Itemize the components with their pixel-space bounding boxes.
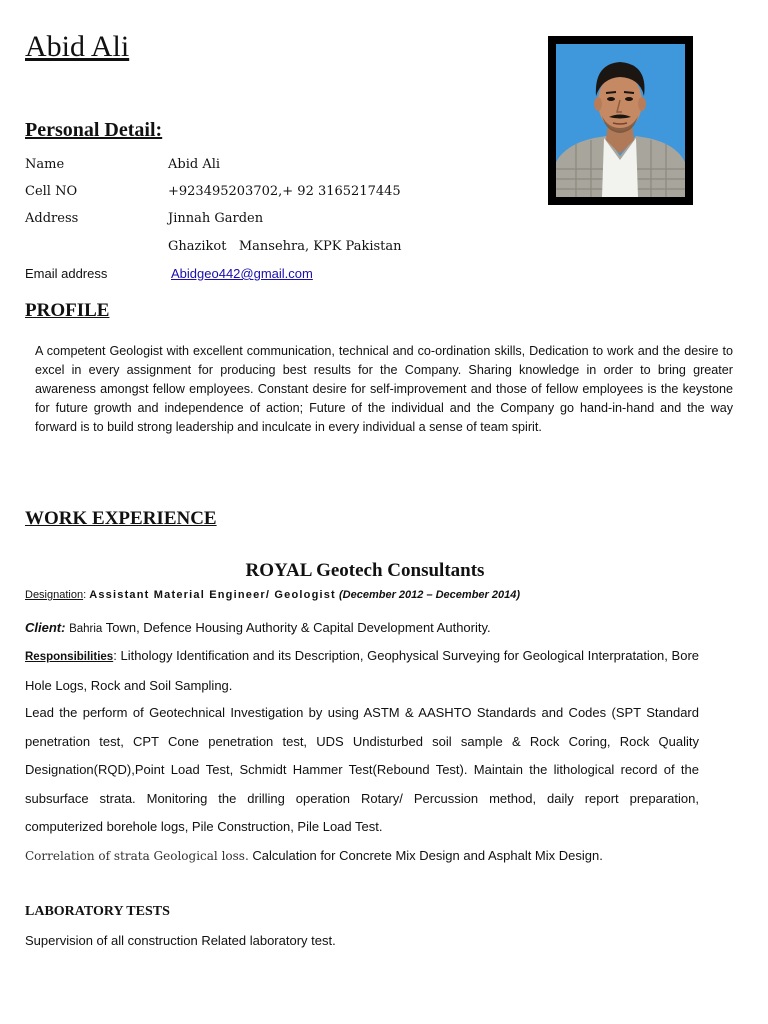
client-first-word: Bahria [69,623,103,635]
name-label: Name [25,157,65,172]
responsibilities-text: Lithology Identification and its Description, Geophysical Surveying for Geological Interpratation, Bore Hole Logs, Rock and Soil Sampling. [25,648,700,693]
name-value: Abid Ali [168,157,221,172]
correlation-serif-text: Correlation of strata Geological loss. [25,849,249,863]
correlation-rest-text: Calculation for Concrete Mix Design and Asphalt Mix Design. [252,848,603,863]
laboratory-tests-text: Supervision of all construction Related laboratory test. [25,933,336,948]
responsibilities-label: Responsibilities [25,651,114,663]
client-label: Client: [25,620,66,635]
designation-label: Designation [25,589,84,601]
profile-paragraph: A competent Geologist with excellent communication, technical and co-ordination skills, Dedication to work and the desire to excel in every assignment for producing best results for the Company. Sharing knowledge in order to bring greater awareness amongst fellow employees. Constant desire for self-improvement and those of fellow employees is the keystone for future growth and independence of action; Future of the individual and the Company go hand-in-hand and the way forward is to build strong leadership and inculcate in every individual a sense of team spirit. [35,344,733,434]
candidate-name: Abid Ali [25,30,130,63]
responsibilities-block: Responsibilities: Lithology Identification and its Description, Geophysical Surveying for Geological Interpratation, Bore Hole Logs, Rock and Soil Sampling. [25,648,700,693]
personal-detail-heading: Personal Detail: [25,119,163,141]
laboratory-tests-heading: LABORATORY TESTS [25,904,170,919]
company-name: ROYAL Geotech Consultants [245,560,485,581]
correlation-line [25,848,603,863]
email-link[interactable]: Abidgeo442@gmail.com [171,266,313,281]
profile-photo [548,36,693,205]
cell-label: Cell NO [25,184,78,199]
profile-heading: PROFILE [25,300,110,321]
client-rest: Town, Defence Housing Authority & Capital Development Authority. [105,620,491,635]
address-line-1: Jinnah Garden [168,211,264,226]
client-line [25,620,491,635]
address-label: Address [25,211,79,226]
email-label: Email address [25,266,108,281]
lead-paragraph: Lead the perform of Geotechnical Investigation by using ASTM & AASHTO Standards and Codes (SPT Standard penetration test, CPT Cone penetration test, UDS Undisturbed soil sample & Rock Coring, Rock Quality Designation(RQD),Point Load Test, Schmidt Hammer Test(Rebound Test). Maintain the lithological record of the subsurface strata. Monitoring the drilling operation Rotary/ Percussion method, daily report preparation, computerized borehole logs, Pile Construction, Pile Load Test. [25,705,699,834]
portrait-image [556,44,685,197]
cell-value: +923495203702,+ 92 3165217445 [168,184,401,199]
designation-role: Assistant Material Engineer/ Geologist [89,589,336,601]
designation-dates: (December 2012 – December 2014) [339,589,521,601]
address-line-2: Ghazikot Mansehra, KPK Pakistan [168,239,402,254]
designation-line: Designation: Assistant Material Engineer/ Geologist (December 2012 – December 2014) [25,589,521,601]
work-experience-heading: WORK EXPERIENCE [25,508,217,529]
